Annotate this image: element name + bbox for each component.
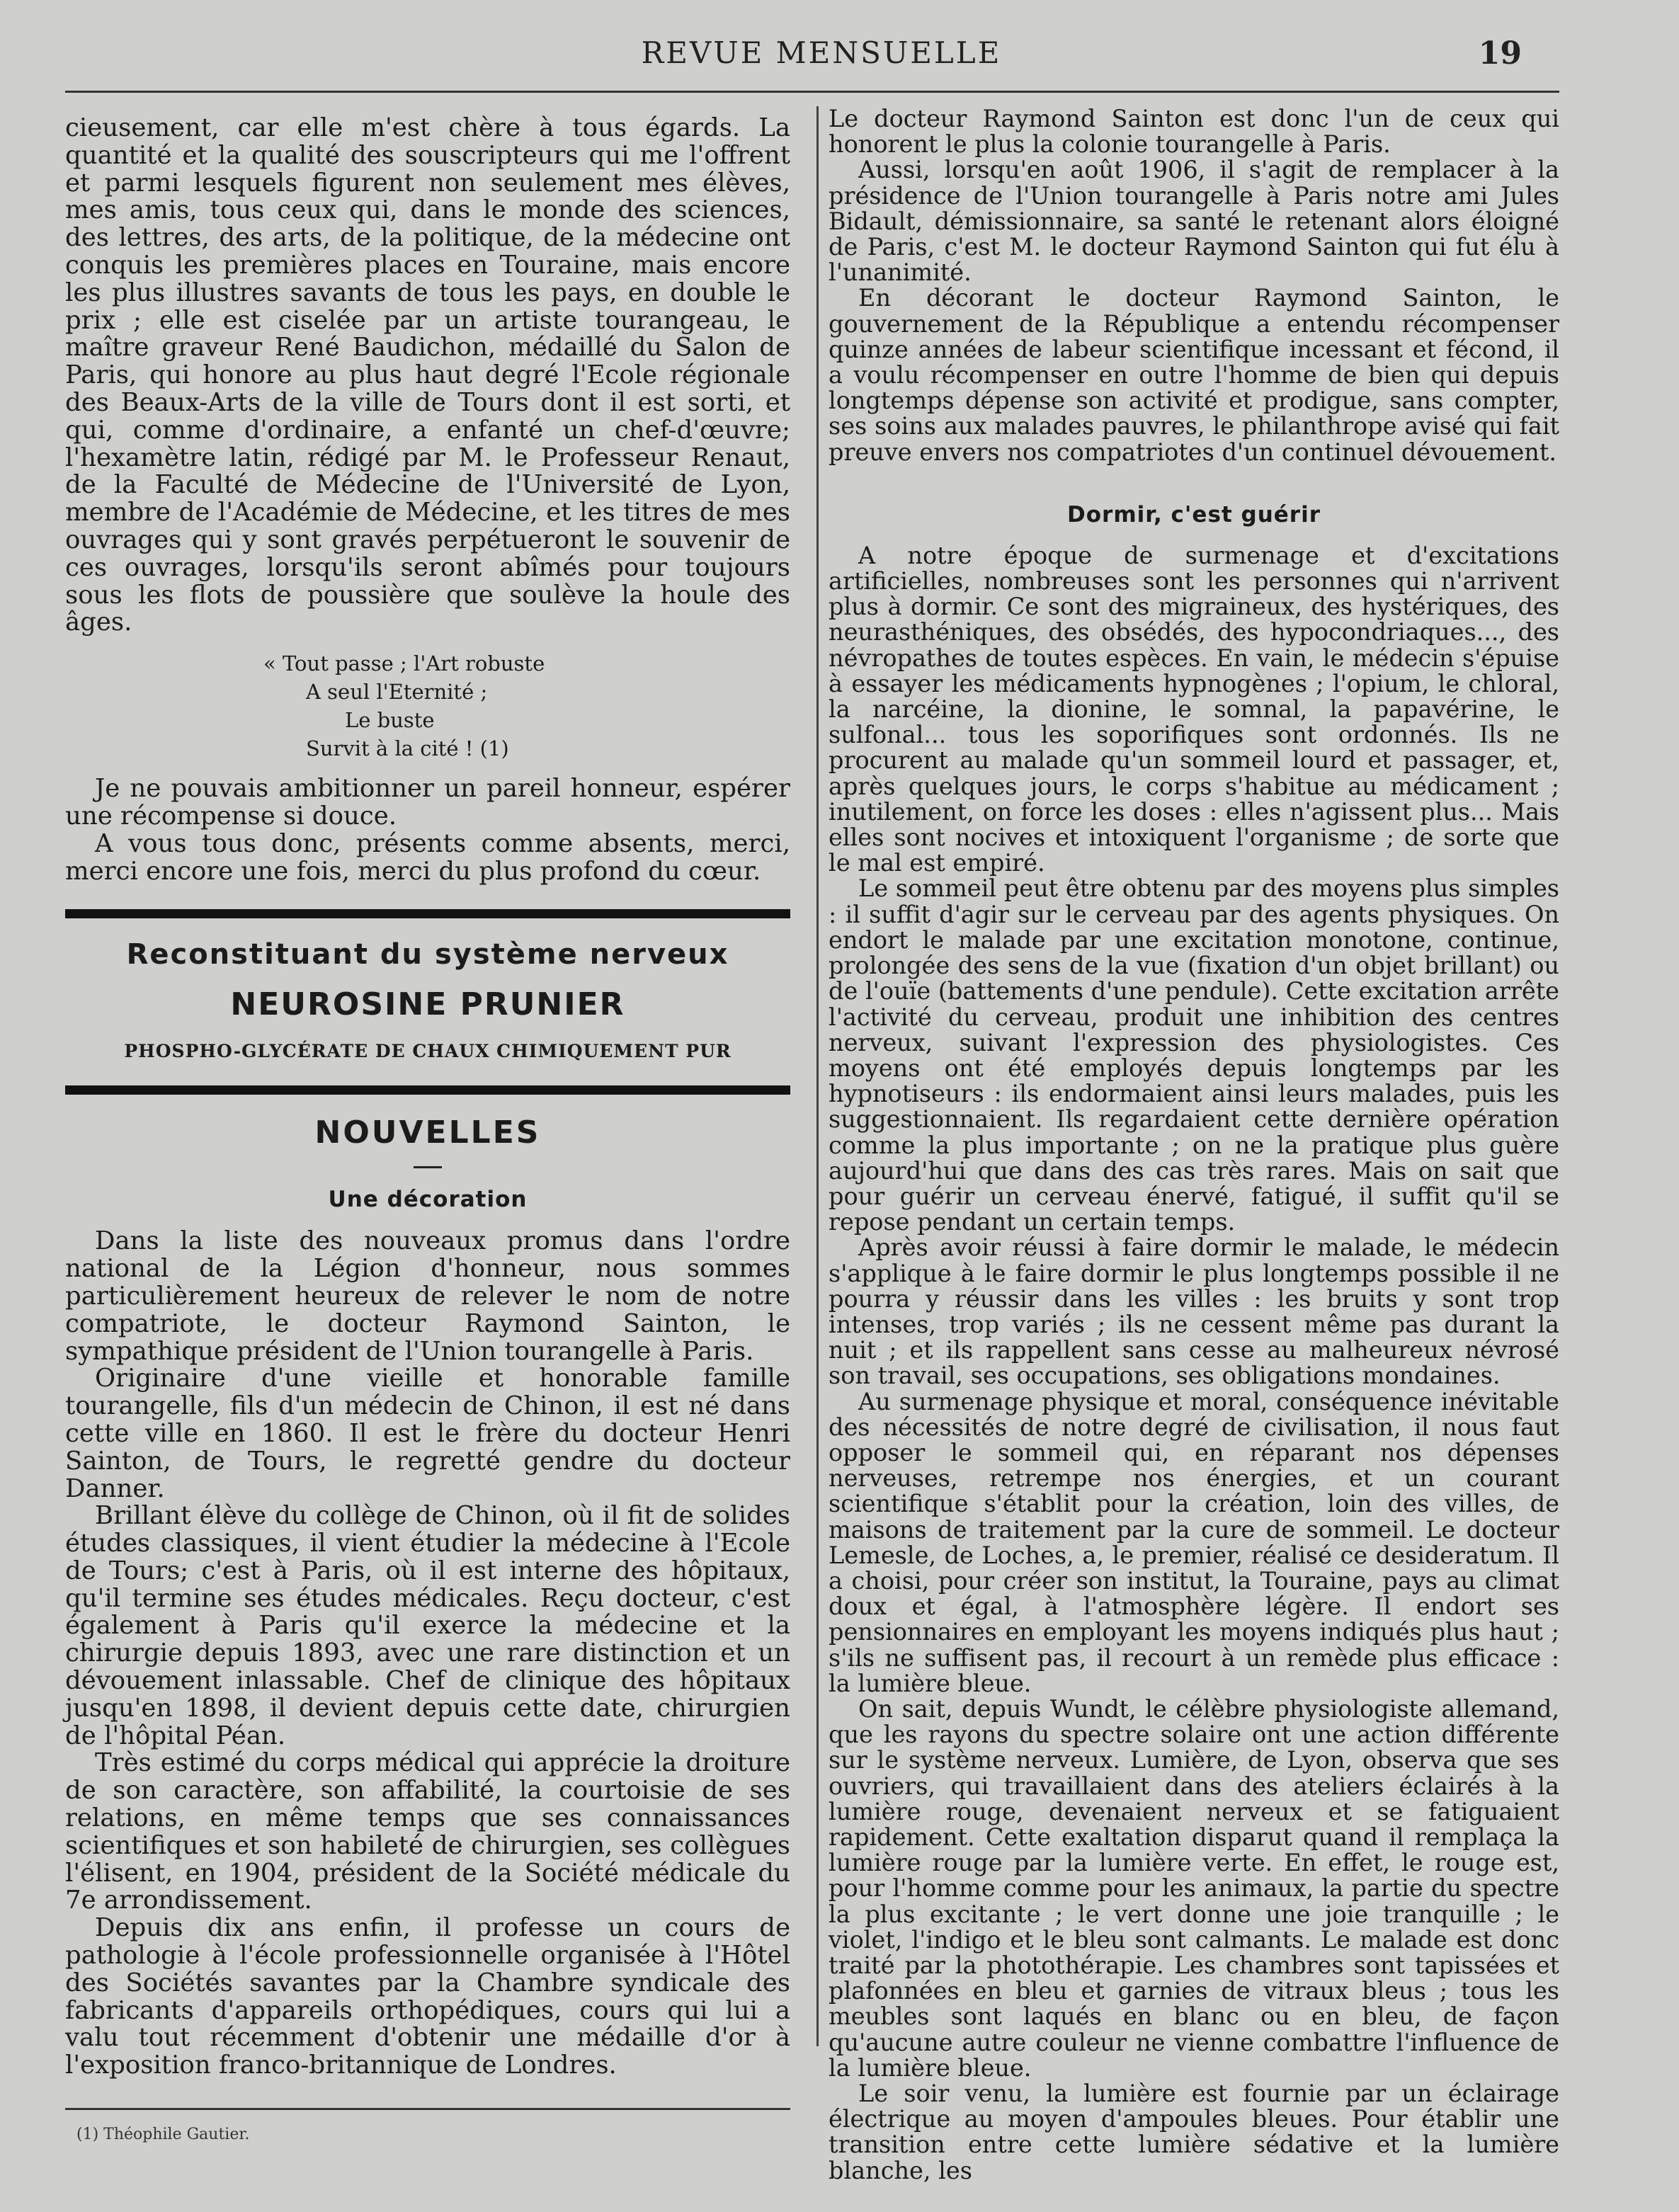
advert-top-rule (65, 909, 790, 918)
article-paragraph: Depuis dix ans enfin, il professe un cours de pathologie à l'école professionnelle organisée à l'Hôtel des Sociétés savantes par la Chambre syndicale des fabricants d'appareils orthopédiques, cours qui lui a valu tout récemment d'obtenir une médaille d'or à l'exposition franco-britannique de Londres. (65, 1913, 790, 2080)
sleep-article-text (829, 543, 1559, 2184)
verse-line: A seul l'Eternité ; (306, 680, 488, 705)
advert-tagline: Reconstituant du système nerveux (126, 938, 729, 971)
right-top-text (829, 106, 1559, 465)
footnote-rule (65, 2108, 790, 2110)
article-paragraph: Aussi, lorsqu'en août 1906, il s'agit de remplacer à la présidence de l'Union tourangelle à Paris notre ami Jules Bidault, démissionnaire, sa santé le retenant alors éloigné de Paris, c'est M. le docteur Raymond Sainton qui fut élu à l'unanimité. (829, 156, 1559, 287)
closing-paragraph: Je ne pouvais ambitionner un pareil honneur, espérer une récompense si douce. (65, 774, 790, 831)
advert-bottom-rule (65, 1085, 790, 1095)
article-paragraph: Originaire d'une vieille et honorable famille tourangelle, fils d'un médecin de Chinon, il est né dans cette ville en 1860. Il est le frère du docteur Henri Sainton, de Tours, le regretté gendre du docteur Danner. (65, 1364, 790, 1503)
article-paragraph: Brillant élève du collège de Chinon, où il fit de solides études classiques, il vient étudier la médecine à l'Ecole de Tours; c'est à Paris, où il est interne des hôpitaux, qu'il termine ses études médicales. Reçu docteur, c'est également à Paris qu'il exerce la médecine et la chirurgie depuis 1893, avec une rare distinction et un dévouement inlassable. Chef de clinique des hôpitaux jusqu'en 1898, il devient depuis cette date, chirurgien de l'hôpital Péan. (65, 1501, 790, 1750)
right-column (829, 106, 1559, 2184)
left-intro-text (65, 115, 790, 637)
article-paragraph: Après avoir réussi à faire dormir le malade, le médecin s'applique à le faire dormir le plus longtemps possible il ne pourra y réussir dans les villes : les bruits y sont trop intenses, trop variés ; ils ne cessent même pas durant la nuit ; et ils rappellent sans cesse au malheureux névrosé son travail, ses occupations, ses obligations mondaines. (829, 1233, 1559, 1390)
verse-line: « Tout passe ; l'Art robuste (263, 651, 545, 676)
subsection-title: Une décoration (328, 1187, 528, 1213)
advert-product-name: NEUROSINE PRUNIER (230, 986, 625, 1023)
verse-quote (263, 649, 790, 763)
section-title: NOUVELLES (314, 1114, 541, 1151)
verse-line: Le buste (345, 708, 435, 733)
advert-description: PHOSPHO-GLYCÉRATE DE CHAUX CHIMIQUEMENT PUR (124, 1041, 732, 1062)
article-paragraph: Le sommeil peut être obtenu par des moyens plus simples : il suffit d'agir sur le cerveau par des agents physiques. On endort le malade par une excitation monotone, continue, prolongée des sens de la vue (fixation d'un objet brillant) ou de l'ouïe (battements d'une pendule). Cette excitation arrête l'activité du cerveau, produit une inhibition des centres nerveux, suivant l'expression des physiologistes. Ces moyens ont été employés depuis longtemps par les hypnotiseurs : ils endormaient ainsi leurs malades, puis les suggestionnaient. Ils regardaient cette dernière opération comme la plus importante ; on ne la pratique plus guère aujourd'hui que dans des cas très rares. Mais on sait que pour guérir un cerveau énervé, fatigué, il suffit qu'il se repose pendant un certain temps. (829, 874, 1559, 1236)
news-article-text (65, 1228, 790, 2080)
article-paragraph: Très estimé du corps médical qui apprécie la droiture de son caractère, son affabilité, la courtoisie de ses relations, en même temps que ses connaissances scientifiques et son habileté de chirurgien, ses collègues l'élisent, en 1904, président de la Société médicale du 7e arrondissement. (65, 1748, 790, 1915)
running-header-title: REVUE MENSUELLE (641, 35, 1002, 70)
closing-text (65, 775, 790, 885)
article-paragraph: En décorant le docteur Raymond Sainton, le gouvernement de la République a entendu récompenser quinze années de labeur scientifique incessant et fécond, il a voulu récompenser en outre l'homme de bien qui depuis longtemps dépense son activité et prodigue, sans compter, ses soins aux malades pauvres, le philanthrope avisé qui fait preuve envers nos compatriotes d'un continuel dévouement. (829, 284, 1559, 466)
left-column (65, 115, 790, 2143)
article-paragraph: Au surmenage physique et moral, conséquence inévitable des nécessités de notre degré de civilisation, il nous faut opposer le sommeil qui, en réparant nos dépenses nerveuses, retrempe nos énergies, et un courant scientifique s'établit pour la création, loin des villes, de maisons de traitement par la cure de sommeil. Le docteur Lemesle, de Loches, a, le premier, réalisé ce desideratum. Il a choisi, pour créer son institut, la Touraine, pays au climat doux et égal, à l'atmosphère légère. Il endort ses pensionnaires en employant les moyens indiqués plus haut ; s'ils ne suffisent pas, il recourt à un remède plus efficace : la lumière bleue. (829, 1387, 1559, 1697)
article-paragraph: A notre époque de surmenage et d'excitations artificielles, nombreuses sont les personnes qui n'arrivent plus à dormir. Ce sont des migraineux, des hystériques, des neurasthéniques, des obsédés, des hypocondriaques..., des névropathes de toutes espèces. En vain, le médecin s'épuise à essayer les médicaments hypnogènes ; l'opium, le chloral, la narcéine, la dionine, le somnal, la papavérine, le sulfonal... tous les soporifiques sont ordonnés. Ils ne procurent au malade qu'un sommeil lourd et passager, et, après quelques jours, le corps s'habitue au médicament ; inutilement, on force les doses : elles n'agissent plus... Mais elles sont nocives et intoxiquent l'organisme ; de sorte que le mal est empiré. (829, 541, 1559, 877)
column-divider (816, 106, 819, 2046)
article-paragraph: Le soir venu, la lumière est fournie par un éclairage électrique au moyen d'ampoules bleues. Pour établir une transition entre cette lumière sédative et la lumière blanche, les (829, 2080, 1559, 2184)
header-rule (65, 91, 1559, 93)
article-paragraph: Dans la liste des nouveaux promus dans l'ordre national de la Légion d'honneur, nous sommes particulièrement heureux de relever le nom de notre compatriote, le docteur Raymond Sainton, le sympathique président de l'Union tourangelle à Paris. (65, 1226, 790, 1366)
article-paragraph: Le docteur Raymond Sainton est donc l'un de ceux qui honorent le plus la colonie tourangelle à Paris. (829, 105, 1559, 159)
subsection-title: Dormir, c'est guérir (1067, 501, 1321, 528)
closing-paragraph: A vous tous donc, présents comme absents, merci, merci encore une fois, merci du plus profond du cœur. (65, 828, 790, 886)
page-number: 19 (1478, 35, 1522, 72)
verse-line: Survit à la cité ! (1) (306, 736, 509, 761)
footnote: (1) Théophile Gautier. (76, 2126, 250, 2144)
section-dash (414, 1166, 442, 1168)
article-paragraph: On sait, depuis Wundt, le célèbre physiologiste allemand, que les rayons du spectre solaire ont une action différente sur le système nerveux. Lumière, de Lyon, observa que ses ouvriers, qui travaillaient dans des ateliers éclairés à la lumière rouge, devenaient nerveux et se fatiguaient rapidement. Cette exaltation disparut quand il remplaça la lumière rouge par la lumière verte. En effet, le rouge est, pour l'homme comme pour les animaux, la partie du spectre la plus excitante ; le vert donne une joie tranquille ; le violet, l'indigo et le bleu sont calmants. Le malade est donc traité par la photothérapie. Les chambres sont tapissées et plafonnées en bleu et garnies de vitraux bleus ; tous les meubles sont laqués en blanc ou en bleu, de façon qu'aucune autre couleur ne vienne combattre l'influence de la lumière bleue. (829, 1694, 1559, 2082)
intro-paragraph: cieusement, car elle m'est chère à tous égards. La quantité et la qualité des souscripteurs qui me l'offrent et parmi lesquels figurent non seulement mes élèves, mes amis, tous ceux qui, dans le monde des sciences, des lettres, des arts, de la politique, de la médecine ont conquis les premières places en Touraine, mais encore les plus illustres savants de tous les pays, en double le prix ; elle est ciselée par un artiste tourangeau, le maître graveur René Baudichon, médaillé du Salon de Paris, qui honore au plus haut degré l'Ecole régionale des Beaux-Arts de la ville de Tours dont il est sorti, et qui, comme d'ordinaire, a enfanté un chef-d'œuvre; l'hexamètre latin, rédigé par M. le Professeur Renaut, de la Faculté de Médecine de l'Université de Lyon, membre de l'Académie de Médecine, et les titres de mes ouvrages qui y sont gravés perpétueront le souvenir de ces ouvrages, lorsqu'ils seront abîmés pour toujours sous les flots de poussière que soulève la houle des âges. (65, 113, 790, 637)
